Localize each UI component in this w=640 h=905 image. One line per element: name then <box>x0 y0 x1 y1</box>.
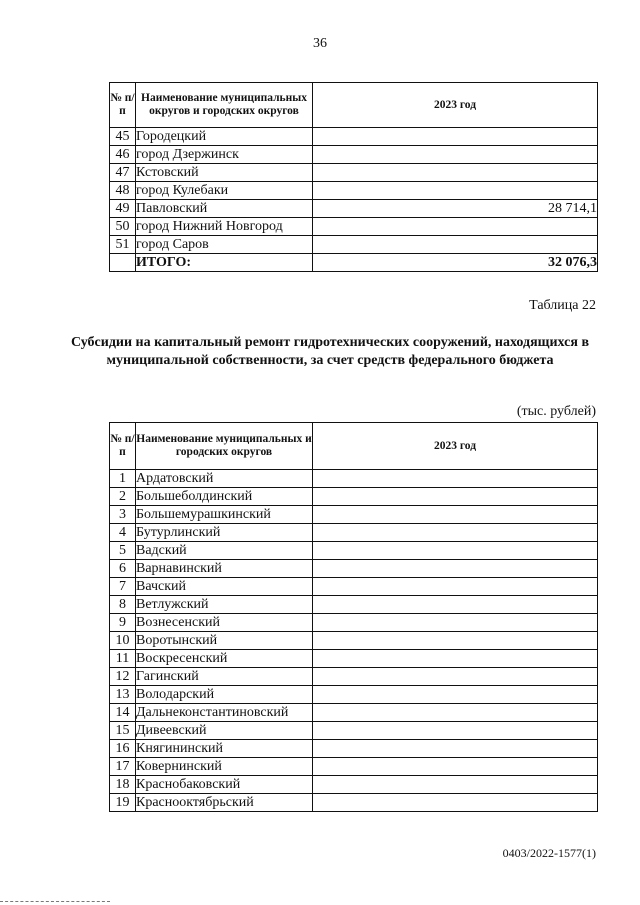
table-row <box>110 200 598 218</box>
row-value <box>313 146 598 164</box>
row-value <box>313 524 598 542</box>
row-name: Воскресенский <box>136 650 313 668</box>
row-name: Большемурашкинский <box>136 506 313 524</box>
row-name: Краснобаковский <box>136 776 313 794</box>
units-label: (тыс. рублей) <box>516 404 596 419</box>
row-value <box>313 776 598 794</box>
header-year: 2023 год <box>313 423 598 470</box>
row-name: Ковернинский <box>136 758 313 776</box>
row-name: Вадский <box>136 542 313 560</box>
row-num: 2 <box>110 488 136 506</box>
row-value <box>313 722 598 740</box>
row-num: 1 <box>110 470 136 488</box>
row-name: Вознесенский <box>136 614 313 632</box>
header-num: № п/п <box>110 83 136 128</box>
table-continued <box>109 82 598 272</box>
row-num: 15 <box>110 722 136 740</box>
row-name: Гагинский <box>136 668 313 686</box>
table-header-row <box>110 423 598 470</box>
table-row <box>110 524 598 542</box>
row-num: 4 <box>110 524 136 542</box>
table-row <box>110 776 598 794</box>
row-num: 14 <box>110 704 136 722</box>
row-name: Княгининский <box>136 740 313 758</box>
row-num: 12 <box>110 668 136 686</box>
row-value <box>313 686 598 704</box>
table-row <box>110 614 598 632</box>
table-title: Субсидии на капитальный ремонт гидротехнических сооружений, находящихся в муниципальной собственности, за счет средств федерального бюджета <box>70 335 590 368</box>
table-row <box>110 182 598 200</box>
total-num-cell <box>110 254 136 272</box>
header-name: Наименование муниципальных округов и городских округов <box>136 83 313 128</box>
row-name: Павловский <box>136 200 313 218</box>
table-row <box>110 632 598 650</box>
table-header-row <box>110 83 598 128</box>
row-name: Бутурлинский <box>136 524 313 542</box>
row-name: Володарский <box>136 686 313 704</box>
table-row <box>110 722 598 740</box>
header-name: Наименование муниципальных и городских округов <box>136 423 313 470</box>
row-num: 9 <box>110 614 136 632</box>
table-row <box>110 218 598 236</box>
row-name: Варнавинский <box>136 560 313 578</box>
row-num: 45 <box>110 128 136 146</box>
row-name: Краснооктябрьский <box>136 794 313 812</box>
document-code: 0403/2022-1577(1) <box>502 846 596 860</box>
row-value <box>313 614 598 632</box>
row-value <box>313 128 598 146</box>
row-num: 48 <box>110 182 136 200</box>
table-row <box>110 470 598 488</box>
table-caption: Таблица 22 <box>529 298 596 313</box>
row-num: 50 <box>110 218 136 236</box>
scan-artifact-line <box>0 901 110 902</box>
row-value <box>313 542 598 560</box>
page-number: 36 <box>313 36 327 51</box>
row-value <box>313 596 598 614</box>
row-name: Ардатовский <box>136 470 313 488</box>
row-name: город Дзержинск <box>136 146 313 164</box>
table-row <box>110 704 598 722</box>
row-value <box>313 668 598 686</box>
row-num: 18 <box>110 776 136 794</box>
header-year: 2023 год <box>313 83 598 128</box>
row-value <box>313 758 598 776</box>
table-row <box>110 542 598 560</box>
row-num: 8 <box>110 596 136 614</box>
table-row <box>110 668 598 686</box>
row-name: Дальнеконстантиновский <box>136 704 313 722</box>
row-name: Вачский <box>136 578 313 596</box>
total-value: 32 076,3 <box>313 254 598 272</box>
row-num: 49 <box>110 200 136 218</box>
row-num: 11 <box>110 650 136 668</box>
header-num: № п/п <box>110 423 136 470</box>
table-row <box>110 560 598 578</box>
row-name: Дивеевский <box>136 722 313 740</box>
table-row <box>110 686 598 704</box>
row-value <box>313 488 598 506</box>
table-row <box>110 758 598 776</box>
row-num: 3 <box>110 506 136 524</box>
table-row <box>110 164 598 182</box>
row-name: город Саров <box>136 236 313 254</box>
table-row <box>110 650 598 668</box>
table-row <box>110 488 598 506</box>
row-value <box>313 704 598 722</box>
row-num: 7 <box>110 578 136 596</box>
table-row <box>110 236 598 254</box>
row-value <box>313 794 598 812</box>
row-value <box>313 632 598 650</box>
row-value: 28 714,1 <box>313 200 598 218</box>
total-label: ИТОГО: <box>136 254 313 272</box>
row-name: город Нижний Новгород <box>136 218 313 236</box>
row-num: 5 <box>110 542 136 560</box>
row-value <box>313 182 598 200</box>
table-row <box>110 740 598 758</box>
row-name: Городецкий <box>136 128 313 146</box>
table-row <box>110 506 598 524</box>
row-name: Воротынский <box>136 632 313 650</box>
table-row <box>110 128 598 146</box>
row-num: 51 <box>110 236 136 254</box>
row-name: Большеболдинский <box>136 488 313 506</box>
total-row <box>110 254 598 272</box>
row-num: 6 <box>110 560 136 578</box>
row-value <box>313 218 598 236</box>
table-row <box>110 596 598 614</box>
row-num: 46 <box>110 146 136 164</box>
table-row <box>110 578 598 596</box>
row-value <box>313 470 598 488</box>
table-row <box>110 794 598 812</box>
row-value <box>313 164 598 182</box>
row-value <box>313 740 598 758</box>
row-num: 17 <box>110 758 136 776</box>
table-row <box>110 146 598 164</box>
row-name: город Кулебаки <box>136 182 313 200</box>
row-value <box>313 560 598 578</box>
row-name: Кстовский <box>136 164 313 182</box>
row-num: 16 <box>110 740 136 758</box>
row-value <box>313 506 598 524</box>
row-num: 19 <box>110 794 136 812</box>
row-value <box>313 578 598 596</box>
row-name: Ветлужский <box>136 596 313 614</box>
row-num: 13 <box>110 686 136 704</box>
row-value <box>313 236 598 254</box>
row-value <box>313 650 598 668</box>
table-22 <box>109 422 598 812</box>
row-num: 10 <box>110 632 136 650</box>
row-num: 47 <box>110 164 136 182</box>
